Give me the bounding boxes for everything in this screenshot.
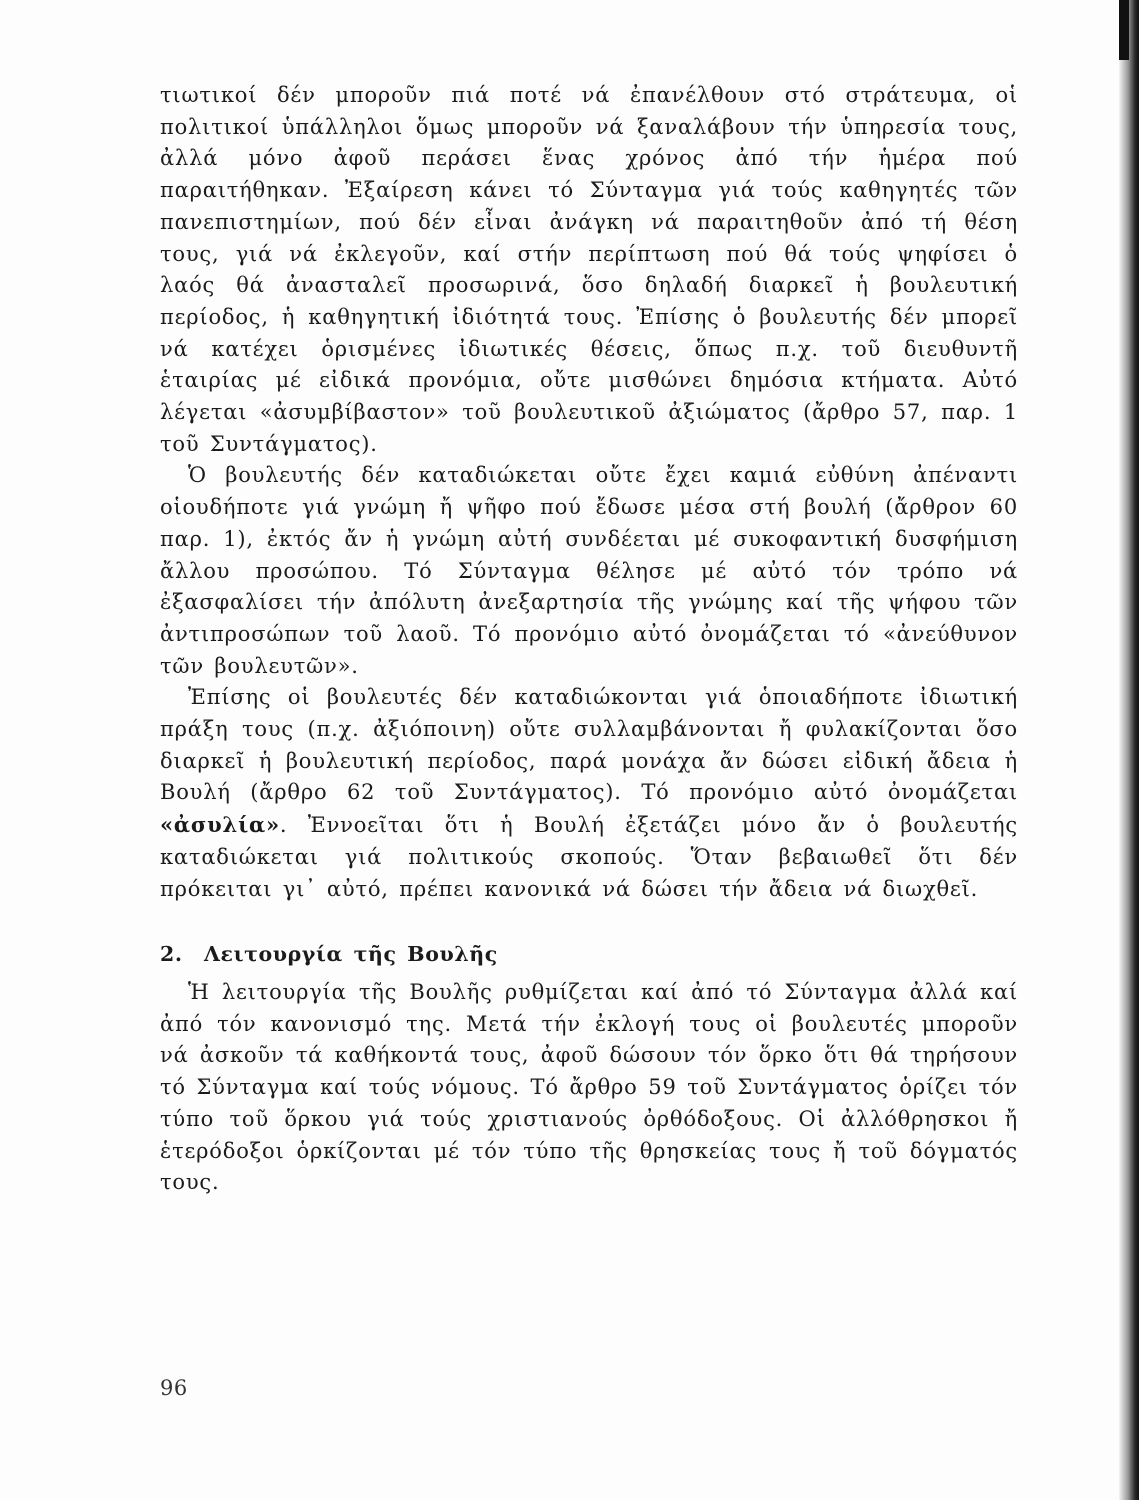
paragraph-parliament-function: Ἡ λειτουργία τῆς Βουλῆς ρυθμίζεται καί ἀπό τό Σύνταγμα ἀλλά καί ἀπό τόν κανονισμό της. Μετά τήν ἐκλογή τους οἱ βουλευτές μποροῦν νά ἀσκοῦν τά καθήκοντά τους, ἀφοῦ δώσουν τόν ὅρκο ὅτι θά τηρήσουν τό Σύνταγμα καί τούς νόμους. Τό ἄρθρο 59 τοῦ Συντάγματος ὁρίζει τόν τύπο τοῦ ὅρκου γιά τούς χριστιανούς ὀρθόδοξους. Οἱ ἀλλόθρησκοι ἤ ἑτερόδοξοι ὁρκίζονται μέ τόν τύπο τῆς θρησκείας τους ἤ τοῦ δόγματός τους. — [160, 979, 1018, 1195]
section-number: 2. — [160, 942, 183, 967]
page-edge-shadow — [1119, 0, 1139, 1500]
body-text — [160, 80, 1018, 1199]
page-edge-mark — [1119, 0, 1129, 60]
paragraph-continuation: τιωτικοί δέν μποροῦν πιά ποτέ νά ἐπανέλθουν στό στράτευμα, οἱ πολιτικοί ὑπάλληλοι ὅμως μποροῦν νά ξαναλάβουν τήν ὑπηρεσία τους, ἀλλά μόνο ἀφοῦ περάσει ἕνας χρόνος ἀπό τήν ἡμέρα πού παραιτήθηκαν. Ἐξαίρεση κάνει τό Σύνταγμα γιά τούς καθηγητές τῶν πανεπιστημίων, πού δέν εἶναι ἀνάγκη νά παραιτηθοῦν ἀπό τή θέση τους, γιά νά ἐκλεγοῦν, καί στήν περίπτωση πού θά τούς ψηφίσει ὁ λαός θά ἀνασταλεῖ προσωρινά, ὅσο δηλαδή διαρκεῖ ἡ βουλευτική περίοδος, ἡ καθηγητική ἰδιότητά τους. Ἐπίσης ὁ βουλευτής δέν μπορεῖ νά κατέχει ὁρισμένες ἰδιωτικές θέσεις, ὅπως π.χ. τοῦ διευθυντῆ ἑταιρίας μέ εἰδικά προνόμια, οὔτε μισθώνει δημόσια κτήματα. Αὐτό λέγεται «ἀσυμβίβαστον» τοῦ βουλευτικοῦ ἀξιώματος (ἄρθρο 57, παρ. 1 τοῦ Συντάγματος). — [160, 83, 1018, 456]
paragraph-asylum — [160, 682, 1018, 905]
asylum-text-start: Ἐπίσης οἱ βουλευτές δέν καταδιώκονται γιά ὁποιαδήποτε ἰδιωτική πράξη τους (π.χ. ἀξιόποινη) οὔτε συλλαμβάνονται ἤ φυλακίζονται ὅσο διαρκεῖ ἡ βουλευτική περίοδος, παρά μονάχα ἄν δώσει εἰδική ἄδεια ἡ Βουλή (ἄρθρο 62 τοῦ Συντάγματος). Τό προνόμιο αὐτό ὀνομάζεται — [160, 685, 1018, 805]
asylum-text-end: . Ἐννοεῖται ὅτι ἡ Βουλή ἐξετάζει μόνο ἄν ὁ βουλευτής καταδιώκεται γιά πολιτικούς σκοπούς. Ὅταν βεβαιωθεῖ ὅτι δέν πρόκειται γι᾽ αὐτό, πρέπει κανονικά νά δώσει τήν ἄδεια νά διωχθεῖ. — [160, 813, 1018, 901]
section-title: Λειτουργία τῆς Βουλῆς — [204, 942, 498, 967]
section-heading — [160, 939, 1018, 971]
paragraph-immunity-opinion: Ὁ βουλευτής δέν καταδιώκεται οὔτε ἔχει καμιά εὐθύνη ἀπέναντι οἱουδήποτε γιά γνώμη ἤ ψῆφο πού ἔδωσε μέσα στή βουλή (ἄρθρον 60 παρ. 1), ἐκτός ἄν ἡ γνώμη αὐτή συνδέεται μέ συκοφαντική δυσφήμιση ἄλλου προσώπου. Τό Σύνταγμα θέλησε μέ αὐτό τόν τρόπο νά ἐξασφαλίσει τήν ἀπόλυτη ἀνεξαρτησία τῆς γνώμης καί τῆς ψήφου τῶν ἀντιπροσώπων τοῦ λαοῦ. Τό προνόμιο αὐτό ὀνομάζεται τό «ἀνεύθυνον τῶν βουλευτῶν». — [160, 463, 1018, 678]
asylum-term: «ἀσυλία» — [160, 812, 280, 838]
page-number: 96 — [160, 1376, 188, 1400]
